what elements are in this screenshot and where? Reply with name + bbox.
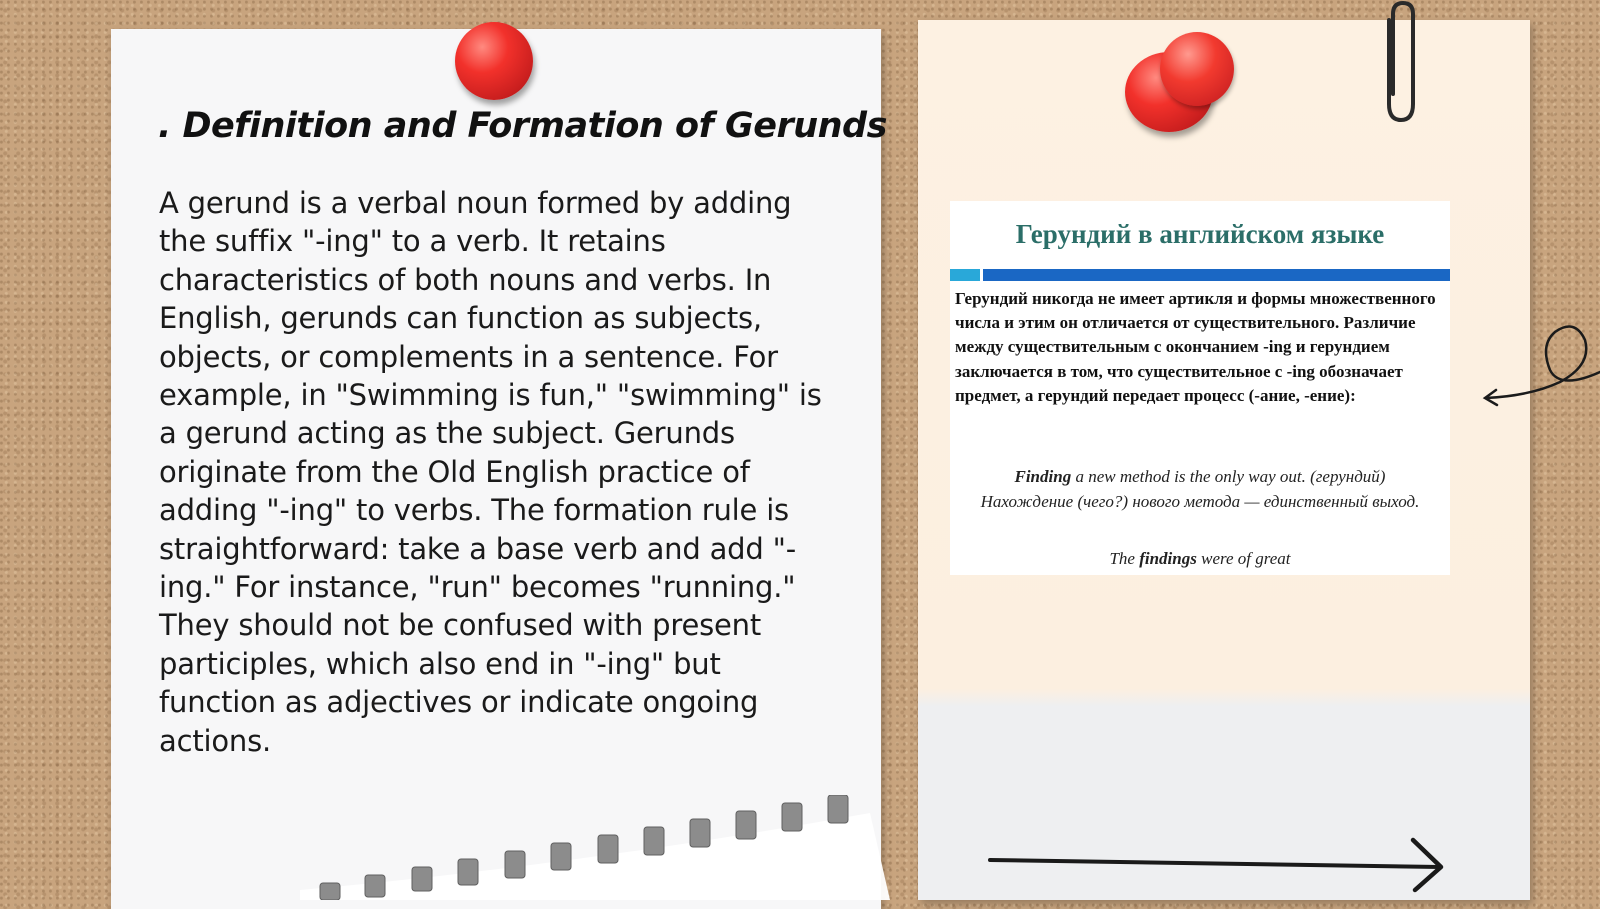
card-paragraph: Герундий никогда не имеет артикля и формы множественного числа и этим он отличается от существительного. Различие между существительным с окончанием -ing и герундием заключается в том, что существительное с -ing обозначает предмет, а герундий передает процесс (-ание, -ение): [955,289,1436,405]
slide-title: . Definition and Formation of Gerunds [158,106,887,146]
card-example-3-post: were of great [1196,549,1291,568]
push-pin-icon [1160,32,1234,106]
card-divider-bar [950,269,1450,281]
card-example-2: Нахождение (чего?) нового метода — единственный выход. [980,492,1420,511]
gerund-image-card [950,201,1450,575]
card-example-3 [960,547,1440,571]
card-example-1-bold: Finding [1014,467,1072,486]
card-example-3-pre: The [1109,549,1140,568]
body-text: A gerund is a verbal noun formed by adding the suffix "-ing" to a verb. It retains characteristics of both nouns and verbs. In English, gerunds can function as subjects, objects, or complements in a sentence. For example, in "Swimming is fun," "swimming" is a gerund acting as the subject. Gerunds originate from the Old English practice of adding "-ing" to verbs. The formation rule is straightforward: take a base verb and add "-ing." For instance, "run" becomes "running." They should not be confused with present participles, which also end in "-ing" but function as adjectives or indicate ongoing actions. [159,186,822,758]
spiral-tear-edge [300,795,890,900]
card-example-1-rest: a new method is the only way out. (герундий) [1071,467,1386,486]
card-example-3-bold: findings [1139,549,1197,568]
card-title: Герундий в английском языке [1015,219,1385,249]
curly-arrow-doodle-icon [1480,310,1600,410]
push-pin-icon [455,22,533,100]
paperclip-icon [1375,0,1425,125]
arrow-right-icon[interactable] [985,835,1450,895]
card-example-1 [960,465,1440,489]
